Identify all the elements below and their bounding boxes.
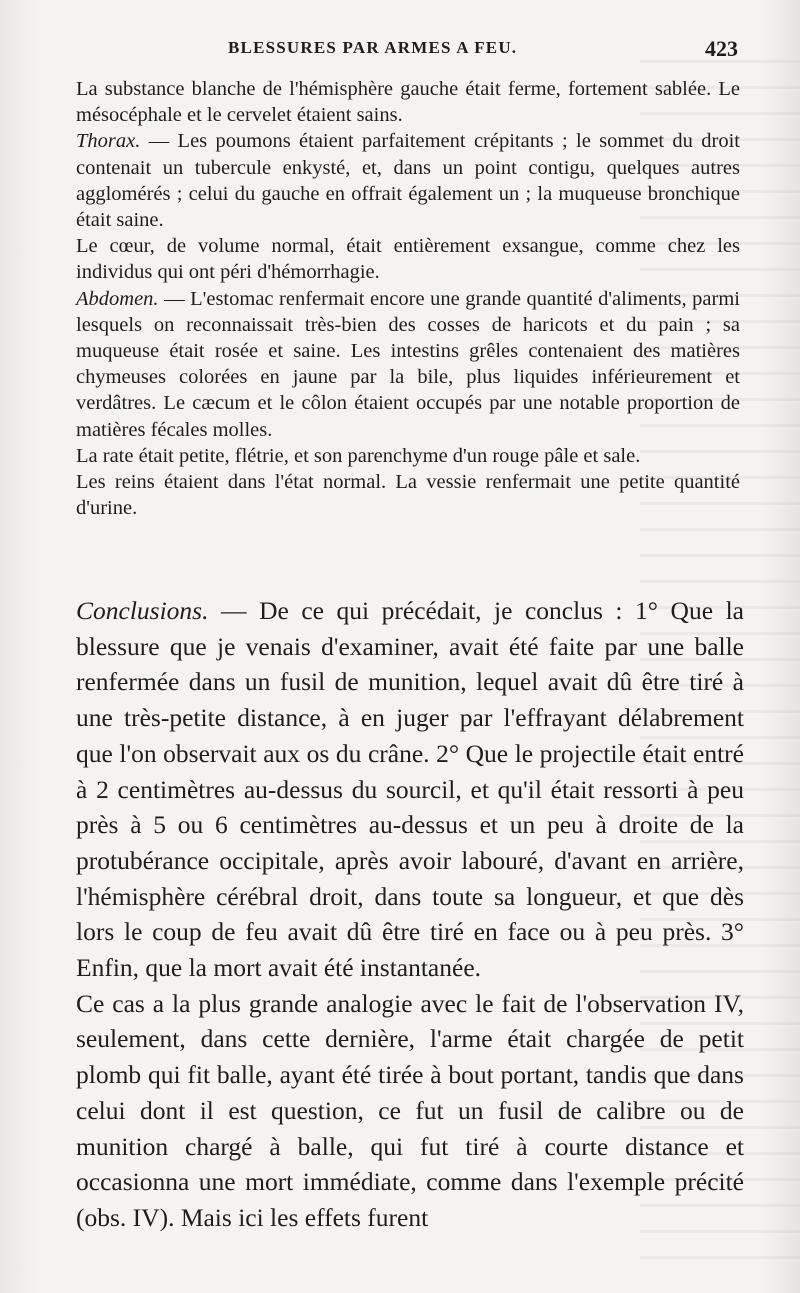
conclusions-text: — De ce qui précédait, je conclus : 1° Que la blessure que je venais d'examiner, avait été faite par une balle renfermée dans un fusil de munition, lequel avait dû être tiré à une très-petite distance, à en juger par l'effrayant délabrement que l'on observait aux os du crâne. 2° Que le projectile était entré à 2 centimètres au-dessus du sourcil, et qu'il était ressorti à peu près à 5 ou 6 centimètres au-dessus et un peu à droite de la protubérance occipitale, après avoir labouré, d'avant en arrière, l'hémisphère cérébral droit, dans toute sa longueur, et que dès lors le coup de feu avait dû être tiré en face ou à peu près. 3° Enfin, que la mort avait été instantanée. <box>76 596 744 983</box>
paragraph-brain: La substance blanche de l'hémisphère gauche était ferme, fortement sablée. Le mésocéphale et le cervelet étaient sains. <box>76 78 740 127</box>
autopsy-findings <box>76 76 740 521</box>
thorax-text: — Les poumons étaient parfaitement crépitants ; le sommet du droit contenait un tubercule enkysté, et, dans un point contigu, quelques autres agglomérés ; celui du gauche en offrait également un ; la muqueuse bronchique était saine. <box>76 130 740 232</box>
abdomen-text: — L'estomac renfermait encore une grande quantité d'aliments, parmi lesquels on reconnaissait très-bien des cosses de haricots et du pain ; sa muqueuse était rosée et saine. Les intestins grêles contenaient des matières chymeuses colorées en jaune par la bile, plus liquides inférieurement et verdâtres. Le cæcum et le côlon étaient occupés par une notable proportion de matières fécales molles. <box>76 287 740 441</box>
paragraph-kidneys: Les reins étaient dans l'état normal. La vessie renfermait une petite quantité d'urine. <box>76 471 740 520</box>
section-label-thorax: Thorax. <box>76 130 141 153</box>
paragraph-conclusions <box>76 593 744 986</box>
paragraph-spleen: La rate était petite, flétrie, et son parenchyme d'un rouge pâle et sale. <box>76 444 641 467</box>
paragraph-heart: Le cœur, de volume normal, était entièrement exsangue, comme chez les individus qui ont péri d'hémorrhagie. <box>76 235 740 284</box>
section-label-conclusions: Conclusions. <box>76 596 209 625</box>
paragraph-thorax <box>76 128 740 233</box>
page-header <box>78 36 738 66</box>
page-number: 423 <box>705 36 738 61</box>
paragraph-analogy: Ce cas a la plus grande analogie avec le fait de l'observation IV, seulement, dans cette dernière, l'arme était chargée de petit plomb qui fit balle, ayant été tirée à bout portant, tandis que dans celui dont il est question, ce fut un fusil de calibre ou de munition chargé à balle, qui fut tiré à courte distance et occasionna une mort immédiate, comme dans l'exemple précité (obs. IV). Mais ici les effets furent <box>76 988 744 1232</box>
paragraph-abdomen <box>76 286 740 443</box>
section-label-abdomen: Abdomen. <box>76 287 159 310</box>
conclusions <box>76 593 744 1236</box>
running-title: BLESSURES PAR ARMES A FEU. <box>228 38 518 57</box>
